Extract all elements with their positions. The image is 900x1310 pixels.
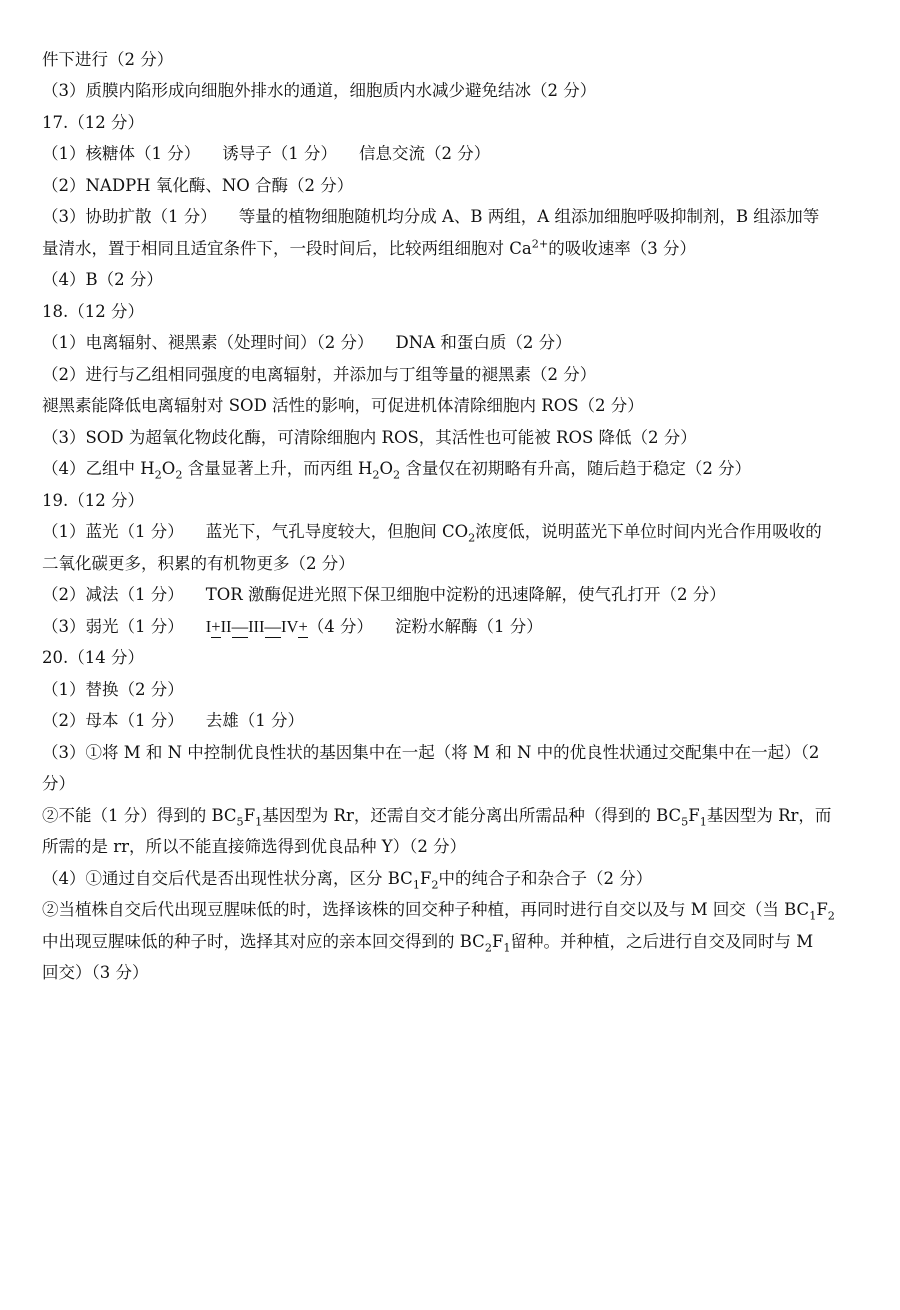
text: 中的纯合子和杂合子（2 分） bbox=[438, 869, 653, 888]
answer-20-3-part2 bbox=[42, 805, 864, 827]
answer-18-2-cont bbox=[42, 395, 864, 417]
answer-17-3 bbox=[42, 206, 864, 228]
text: （3）弱光（1 分） bbox=[42, 617, 184, 636]
text: F bbox=[816, 900, 828, 919]
text: （1）蓝光（1 分） bbox=[42, 522, 184, 541]
answer-17-1 bbox=[42, 143, 864, 165]
text-line bbox=[42, 49, 864, 71]
text: 等量的植物细胞随机均分成 A、B 两组，A 组添加细胞呼吸抑制剂，B 组添加等 bbox=[238, 207, 820, 226]
text: （3）质膜内陷形成向细胞外排水的通道，细胞质内水减少避免结冰（2 分） bbox=[42, 81, 597, 100]
subscript: 1 bbox=[255, 815, 263, 829]
subscript: 2 bbox=[175, 468, 183, 482]
answer-19-3 bbox=[42, 616, 864, 638]
answer-17-4 bbox=[42, 269, 864, 291]
text: 基因型为 Rr，而 bbox=[706, 806, 832, 825]
text: （4）B（2 分） bbox=[42, 270, 163, 289]
text: 回交）（3 分） bbox=[42, 963, 149, 982]
text: 浓度低，说明蓝光下单位时间内光合作用吸收的 bbox=[475, 522, 822, 541]
text: F bbox=[243, 806, 256, 825]
text: （3）SOD 为超氧化物歧化酶，可清除细胞内 ROS，其活性也可能被 ROS 降低（2 分） bbox=[42, 428, 697, 447]
question-18-heading bbox=[42, 301, 864, 323]
text: 褪黑素能降低电离辐射对 SOD 活性的影响，可促进机体清除细胞内 ROS（2 分） bbox=[42, 396, 644, 415]
text: 蓝光下，气孔导度较大，但胞间 CO bbox=[205, 522, 469, 541]
answer-18-1 bbox=[42, 332, 864, 354]
roman-numeral: I bbox=[205, 617, 212, 636]
answer-20-4-part2-end bbox=[42, 962, 864, 984]
text: （4）①通过自交后代是否出现性状分离，区分 BC bbox=[42, 869, 413, 888]
text: 量清水，置于相同且适宜条件下，一段时间后，比较两组细胞对 Ca bbox=[42, 239, 532, 258]
answer-18-2 bbox=[42, 364, 864, 386]
subscript: 1 bbox=[699, 815, 707, 829]
text: 件下进行（2 分） bbox=[42, 50, 174, 69]
answer-20-3-part2-cont bbox=[42, 836, 864, 858]
subscript: 2 bbox=[827, 909, 835, 923]
subscript: 2 bbox=[468, 531, 476, 545]
subscript: 1 bbox=[809, 909, 817, 923]
text: ②当植株自交后代出现豆腥味低的时，选择该株的回交种子种植，再同时进行自交以及与 M 回交（当 BC bbox=[42, 900, 810, 919]
text: F bbox=[688, 806, 700, 825]
subscript: 1 bbox=[503, 941, 511, 955]
text: （1）电离辐射、褪黑素（处理时间）（2 分） bbox=[42, 333, 374, 352]
subscript: 2 bbox=[372, 468, 380, 482]
roman-numeral: IV bbox=[281, 617, 299, 636]
text: 19.（12 分） bbox=[42, 491, 144, 510]
text: O bbox=[379, 459, 394, 478]
answer-20-2 bbox=[42, 710, 864, 732]
text: （2）母本（1 分） bbox=[42, 711, 184, 730]
subscript: 2 bbox=[431, 878, 439, 892]
text: F bbox=[419, 869, 432, 888]
text: 含量仅在初期略有升高，随后趋于稳定（2 分） bbox=[400, 459, 752, 478]
text: 基因型为 Rr，还需自交才能分离出所需品种（得到的 BC bbox=[262, 806, 682, 825]
text: 淀粉水解酶（1 分） bbox=[395, 617, 543, 636]
answer-19-1 bbox=[42, 521, 864, 543]
text: 含量显著上升，而丙组 H bbox=[182, 459, 373, 478]
sign: — bbox=[231, 617, 249, 636]
subscript: 5 bbox=[236, 815, 244, 829]
subscript: 5 bbox=[681, 815, 689, 829]
roman-numeral: III bbox=[248, 617, 265, 636]
text: O bbox=[161, 459, 176, 478]
text: （1）替换（2 分） bbox=[42, 680, 184, 699]
text: （4 分） bbox=[307, 617, 374, 636]
subscript: 2 bbox=[484, 941, 492, 955]
text: 17.（12 分） bbox=[42, 113, 144, 132]
text: （3）协助扩散（1 分） bbox=[42, 207, 217, 226]
text: 分） bbox=[42, 774, 75, 793]
answer-17-3-cont bbox=[42, 238, 864, 260]
roman-numeral: II bbox=[220, 617, 232, 636]
answer-17-2 bbox=[42, 175, 864, 197]
answer-19-1-cont bbox=[42, 553, 864, 575]
question-20-heading bbox=[42, 647, 864, 669]
answer-18-4 bbox=[42, 458, 864, 480]
text: （2）减法（1 分） bbox=[42, 585, 184, 604]
answer-19-2 bbox=[42, 584, 864, 606]
text: （4）乙组中 H bbox=[42, 459, 155, 478]
text: 所需的是 rr，所以不能直接筛选得到优良品种 Y）（2 分） bbox=[42, 837, 467, 856]
text: （3）①将 M 和 N 中控制优良性状的基因集中在一起（将 M 和 N 中的优良性状通过交配集中在一起）（2 bbox=[42, 743, 820, 762]
question-17-heading bbox=[42, 112, 864, 134]
subscript: 2 bbox=[393, 468, 401, 482]
answer-20-4-part2-cont bbox=[42, 931, 864, 953]
sign: + bbox=[298, 617, 308, 636]
text: 诱导子（1 分） bbox=[222, 144, 337, 163]
text: DNA 和蛋白质（2 分） bbox=[395, 333, 572, 352]
answer-20-3 bbox=[42, 742, 864, 764]
sign: + bbox=[211, 617, 221, 636]
text: 中出现豆腥味低的种子时，选择其对应的亲本回交得到的 BC bbox=[42, 932, 485, 951]
text: F bbox=[491, 932, 504, 951]
text: 20.（14 分） bbox=[42, 648, 144, 667]
text: 信息交流（2 分） bbox=[359, 144, 491, 163]
roman-sequence bbox=[206, 617, 308, 638]
text: 留种。并种植，之后进行自交及同时与 M bbox=[510, 932, 814, 951]
sign: — bbox=[264, 617, 282, 636]
text: 二氧化碳更多，积累的有机物更多（2 分） bbox=[42, 554, 355, 573]
text: 18.（12 分） bbox=[42, 302, 144, 321]
text: TOR 激酶促进光照下保卫细胞中淀粉的迅速降解，使气孔打开（2 分） bbox=[205, 585, 726, 604]
text: （1）核糖体（1 分） bbox=[42, 144, 201, 163]
text: （2）NADPH 氧化酶、NO 合酶（2 分） bbox=[42, 176, 354, 195]
text: 的吸收速率（3 分） bbox=[548, 239, 697, 258]
answer-20-3-cont bbox=[42, 773, 864, 795]
answer-20-4-part2 bbox=[42, 899, 864, 921]
text: 去雄（1 分） bbox=[205, 711, 304, 730]
text: （2）进行与乙组相同强度的电离辐射，并添加与丁组等量的褪黑素（2 分） bbox=[42, 365, 597, 384]
subscript: 1 bbox=[412, 878, 420, 892]
answer-20-4 bbox=[42, 868, 864, 890]
answer-16-3 bbox=[42, 80, 864, 102]
superscript: 2+ bbox=[531, 237, 549, 251]
answer-18-3 bbox=[42, 427, 864, 449]
subscript: 2 bbox=[154, 468, 162, 482]
text: ②不能（1 分）得到的 BC bbox=[42, 806, 237, 825]
question-19-heading bbox=[42, 490, 864, 512]
answer-20-1 bbox=[42, 679, 864, 701]
